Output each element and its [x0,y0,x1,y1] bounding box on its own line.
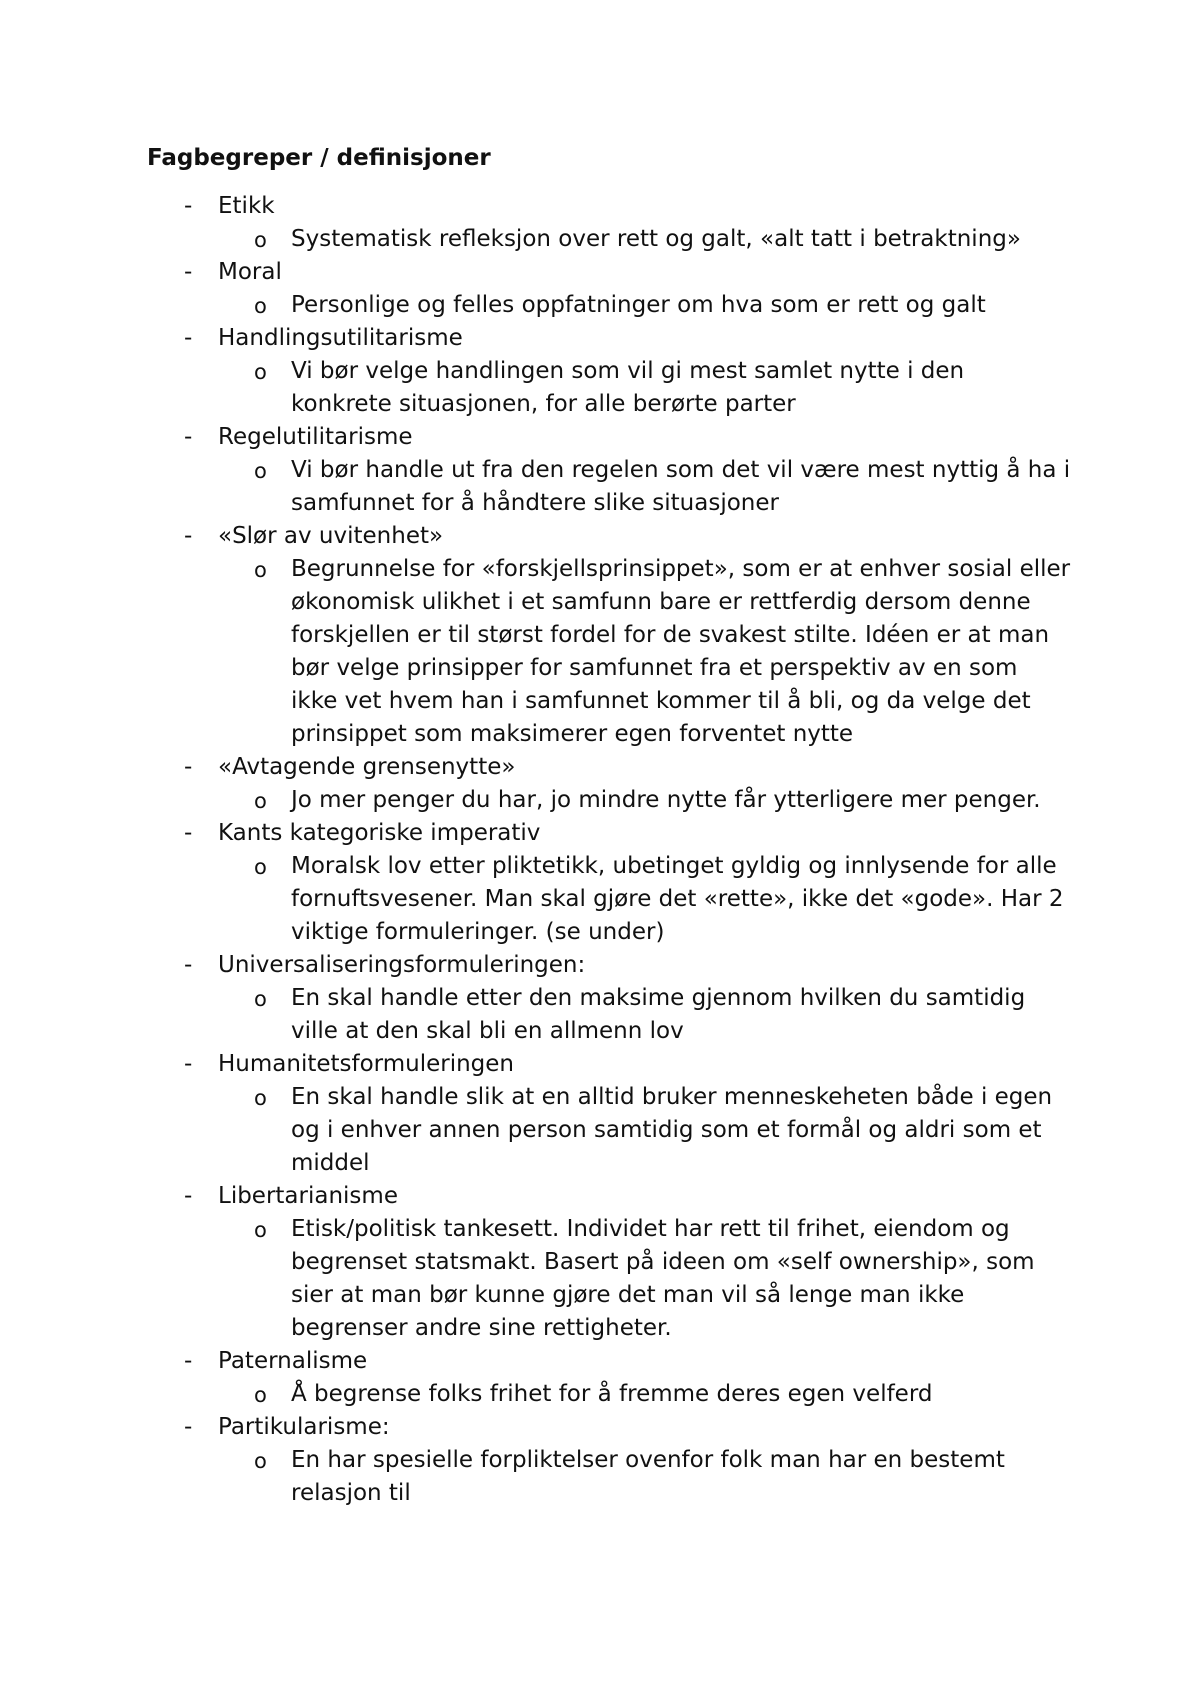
circle-bullet-icon: o [254,294,267,318]
term-row [0,1180,1200,1213]
definition [254,1444,1071,1510]
definition [254,289,1071,322]
dash-bullet-icon: - [184,259,193,285]
dash-bullet-icon: - [184,325,193,351]
dash-bullet-icon: - [184,1051,193,1077]
circle-bullet-icon: o [254,459,267,483]
circle-bullet-icon: o [254,558,267,582]
term-row [0,1048,1200,1081]
term-label: Paternalisme [218,1348,368,1374]
page-title: Fagbegreper / definisjoner [147,145,491,171]
term-row [0,751,1200,784]
dash-bullet-icon: - [184,1348,193,1374]
dash-bullet-icon: - [184,523,193,549]
list-item [0,817,1200,949]
definition-text: Begrunnelse for «forskjellsprinsippet», som er at enhver sosial eller økonomisk ulikhet i et samfunn bare er rettferdig dersom denne forskjellen er til størst fordel for de svakest stilte. Idéen er at man bør velge prinsipper for samfunnet fra et perspektiv av en som ikke vet hvem han i samfunnet kommer til å bli, og da velge det prinsippet som maksimerer egen forventet nytte [291,556,1071,747]
list-item [0,190,1200,256]
circle-bullet-icon: o [254,855,267,879]
circle-bullet-icon: o [254,228,267,252]
list-item [0,1180,1200,1345]
definition-text: Moralsk lov etter pliktetikk, ubetinget gyldig og innlysende for alle fornuftsvesener. Man skal gjøre det «rette», ikke det «gode». Har 2 viktige formuleringer. (se under) [291,853,1064,945]
definition-list [0,190,1200,1510]
list-item [0,256,1200,322]
list-item [0,949,1200,1048]
circle-bullet-icon: o [254,987,267,1011]
definition [254,223,1071,256]
definition [254,1081,1071,1180]
term-row [0,256,1200,289]
dash-bullet-icon: - [184,424,193,450]
circle-bullet-icon: o [254,1449,267,1473]
definition [254,454,1071,520]
term-row [0,322,1200,355]
dash-bullet-icon: - [184,193,193,219]
definition [254,982,1071,1048]
term-row [0,817,1200,850]
list-item [0,322,1200,421]
definition-text: Vi bør velge handlingen som vil gi mest samlet nytte i den konkrete situasjonen, for alle berørte parter [291,358,965,417]
list-item [0,1048,1200,1180]
circle-bullet-icon: o [254,1086,267,1110]
term-label: Kants kategoriske imperativ [218,820,541,846]
definition [254,355,1071,421]
definition-text: Personlige og felles oppfatninger om hva som er rett og galt [291,292,986,318]
term-row [0,949,1200,982]
definition-text: Å begrense folks frihet for å fremme deres egen velferd [291,1381,933,1407]
term-row [0,520,1200,553]
term-label: Partikularisme: [218,1414,390,1440]
dash-bullet-icon: - [184,952,193,978]
dash-bullet-icon: - [184,1414,193,1440]
definition [254,850,1071,949]
definition-text: Jo mer penger du har, jo mindre nytte får ytterligere mer penger. [291,787,1041,813]
term-row [0,421,1200,454]
list-item [0,751,1200,817]
dash-bullet-icon: - [184,754,193,780]
term-label: Handlingsutilitarisme [218,325,463,351]
definition [254,553,1071,751]
circle-bullet-icon: o [254,1218,267,1242]
list-item [0,1345,1200,1411]
definition-text: Systematisk refleksjon over rett og galt, «alt tatt i betraktning» [291,226,1021,252]
term-label: «Slør av uvitenhet» [218,523,444,549]
dash-bullet-icon: - [184,1183,193,1209]
term-label: Libertarianisme [218,1183,398,1209]
definition-text: En skal handle etter den maksime gjennom hvilken du samtidig ville at den skal bli en allmenn lov [291,985,1026,1044]
definition-text: Vi bør handle ut fra den regelen som det vil være mest nyttig å ha i samfunnet for å håndtere slike situasjoner [291,457,1071,516]
definition-text: Etisk/politisk tankesett. Individet har rett til frihet, eiendom og begrenset statsmakt. Basert på ideen om «self ownership», som sier at man bør kunne gjøre det man vil så lenge man ikke begrenser andre sine rettigheter. [291,1216,1035,1341]
circle-bullet-icon: o [254,360,267,384]
term-row [0,1345,1200,1378]
definition [254,1378,1071,1411]
term-label: Humanitetsformuleringen [218,1051,515,1077]
term-row [0,1411,1200,1444]
term-label: Universaliseringsformuleringen: [218,952,586,978]
term-label: Moral [218,259,282,285]
definition [254,1213,1071,1345]
term-label: «Avtagende grensenytte» [218,754,516,780]
list-item [0,1411,1200,1510]
term-label: Etikk [218,193,275,219]
dash-bullet-icon: - [184,820,193,846]
circle-bullet-icon: o [254,789,267,813]
definition [254,784,1071,817]
term-label: Regelutilitarisme [218,424,413,450]
term-row [0,190,1200,223]
circle-bullet-icon: o [254,1383,267,1407]
definition-text: En skal handle slik at en alltid bruker menneskeheten både i egen og i enhver annen person samtidig som et formål og aldri som et middel [291,1084,1053,1176]
definition-text: En har spesielle forpliktelser ovenfor folk man har en bestemt relasjon til [291,1447,1005,1506]
list-item [0,520,1200,751]
list-item [0,421,1200,520]
